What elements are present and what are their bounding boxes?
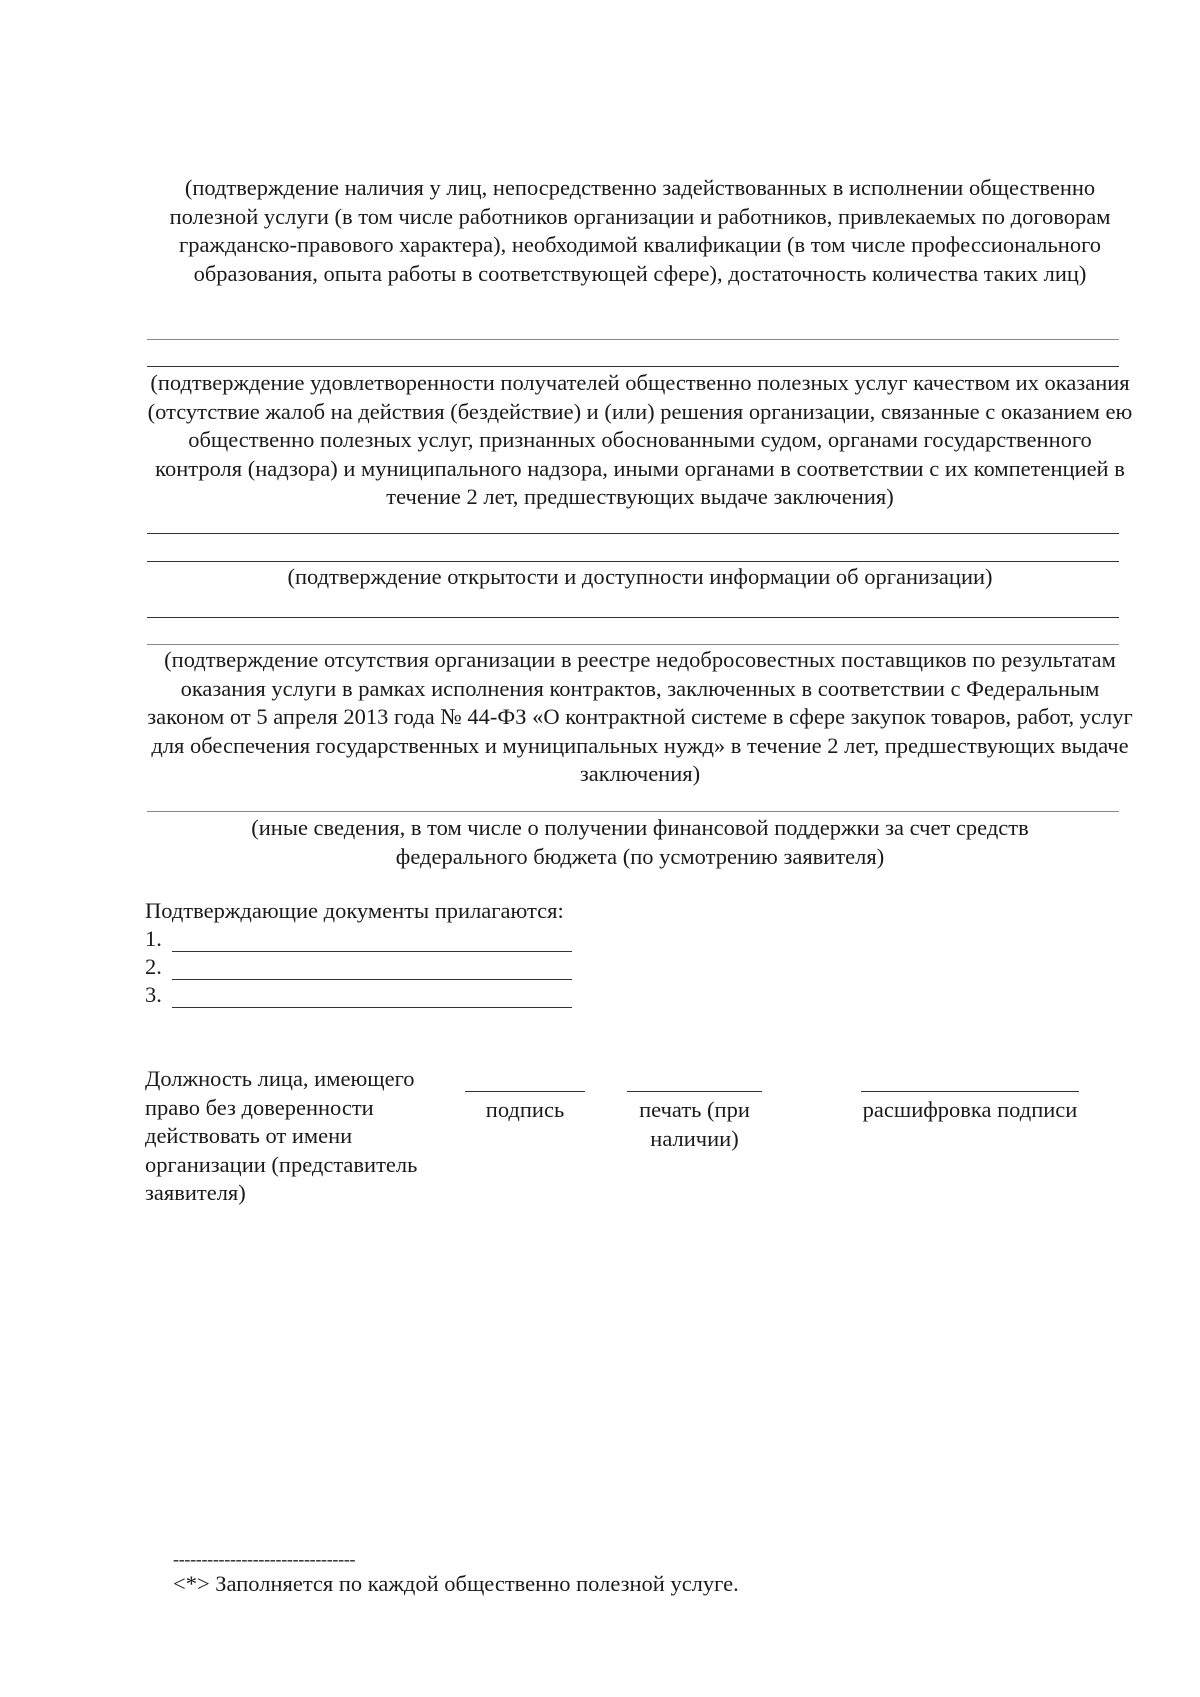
caption-other: (иные сведения, в том числе о получении финансовой поддержки за счет средств федерального бюджета (по усмотрению заявителя): [251, 815, 1029, 869]
decryption-line[interactable]: [861, 1091, 1079, 1092]
input-line[interactable]: [147, 339, 1119, 340]
signature-line[interactable]: [465, 1091, 585, 1092]
seal-line[interactable]: [627, 1091, 762, 1092]
caption-qualification: (подтверждение наличия у лиц, непосредственно задействованных в исполнении общественно полезной услуги (в том числе работников организации и работников, привлекаемых по договорам гражданско-правового характера), необходимой квалификации (в том числе профессионального образования, опыта работы в соответствующей сфере), достаточность количества таких лиц): [169, 175, 1111, 286]
attachment-number: 1.: [145, 926, 162, 951]
footnote-separator: --------------------------------: [173, 1549, 356, 1569]
seal-label: печать (при наличии): [639, 1097, 750, 1151]
attachment-input-line[interactable]: [172, 979, 572, 980]
input-line[interactable]: [147, 366, 1119, 367]
footnote-text: <*> Заполняется по каждой общественно полезной услуге.: [173, 1571, 739, 1596]
attachment-input-line[interactable]: [172, 951, 572, 952]
signature-label: подпись: [485, 1097, 565, 1122]
attachment-input-line[interactable]: [172, 1007, 572, 1008]
input-line[interactable]: [147, 811, 1119, 812]
input-line[interactable]: [147, 644, 1119, 645]
caption-satisfaction: (подтверждение удовлетворенности получателей общественно полезных услуг качеством их оказания (отсутствие жалоб на действия (бездействие) и (или) решения организации, связанные с оказанием ею общественно полезных услуг, признанных обоснованными судом, органами государственного контроля (надзора) и муниципального надзора, иными органами в соответствии с их компетенцией в течение 2 лет, предшествующих выдаче заключения): [147, 370, 1133, 510]
attachment-number: 2.: [145, 954, 162, 979]
caption-openness: (подтверждение открытости и доступности информации об организации): [287, 564, 993, 589]
caption-registry: (подтверждение отсутствия организации в реестре недобросовестных поставщиков по результатам оказания услуги в рамках исполнения контрактов, заключенных в соответствии с Федеральным законом от 5 апреля 2013 года № 44-ФЗ «О контрактной системе в сфере закупок товаров, работ, услуг для обеспечения государственных и муниципальных нужд» в течение 2 лет, предшествующих выдаче заключения): [147, 647, 1133, 787]
attachments-heading: Подтверждающие документы прилагаются:: [145, 898, 564, 923]
position-label: Должность лица, имеющего право без доверенности действовать от имени организации (представитель заявителя): [145, 1066, 418, 1206]
decryption-label: расшифровка подписи: [862, 1097, 1078, 1122]
input-line[interactable]: [147, 617, 1119, 618]
input-line[interactable]: [147, 561, 1119, 562]
input-line[interactable]: [147, 533, 1119, 534]
attachment-number: 3.: [145, 982, 162, 1007]
